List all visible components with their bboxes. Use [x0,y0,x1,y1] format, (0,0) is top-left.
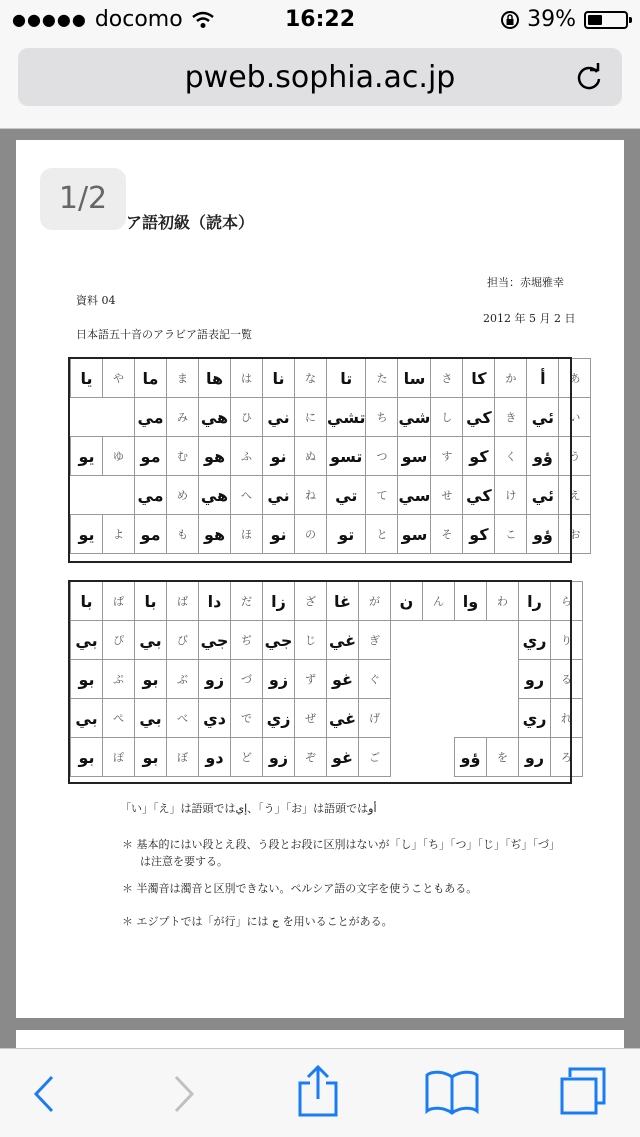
kana-cell: は [231,359,263,398]
arabic-cell: را [519,582,551,621]
kana-cell: せ [431,476,463,515]
arabic-cell: دا [199,582,231,621]
reload-icon[interactable] [574,62,604,92]
empty-cell [455,621,487,660]
kana-cell: そ [431,515,463,554]
kana-cell: の [295,515,327,554]
kana-cell: わ [487,582,519,621]
share-icon[interactable] [296,1063,340,1119]
arabic-cell: ؤو [527,437,559,476]
kana-table-basic [70,358,591,554]
tabs-icon[interactable] [558,1065,608,1117]
kana-cell: こ [495,515,527,554]
arabic-cell: وا [455,582,487,621]
arabic-cell: تشي [327,398,366,437]
empty-cell [455,660,487,699]
arabic-cell: كي [463,476,495,515]
empty-cell [455,699,487,738]
kana-cell: ぬ [295,437,327,476]
kana-cell: れ [551,699,583,738]
empty-cell [103,476,135,515]
arabic-cell: بو [71,738,103,777]
arabic-cell: نا [263,359,295,398]
kana-cell: ら [551,582,583,621]
arabic-cell: رو [519,738,551,777]
document-subtitle: 日本語五十音のアラビア語表記一覧 [76,328,252,341]
kana-cell: な [295,359,327,398]
document-title: ア語初級（読本） [126,213,255,232]
kana-cell: ば [167,582,199,621]
rotation-lock-icon [499,9,521,31]
kana-cell: ひ [231,398,263,437]
kana-cell: や [103,359,135,398]
arabic-cell: ؤو [527,515,559,554]
kana-cell: を [487,738,519,777]
arabic-cell: بي [71,621,103,660]
battery-percent: 39% [527,7,576,32]
arabic-cell: هي [199,398,231,437]
arabic-cell: يو [71,437,103,476]
status-right [499,7,628,32]
kana-cell: け [495,476,527,515]
arabic-cell: بو [71,660,103,699]
arabic-cell: ري [519,699,551,738]
arabic-cell: مي [135,476,167,515]
arabic-cell: با [135,582,167,621]
kana-cell: あ [559,359,591,398]
arabic-cell: سا [398,359,431,398]
kana-cell: ぞ [295,738,327,777]
kana-cell: す [431,437,463,476]
empty-cell [71,398,103,437]
arabic-cell: نو [263,515,295,554]
arabic-cell: بي [135,699,167,738]
bookmarks-icon[interactable] [424,1069,480,1115]
arabic-cell: زو [263,738,295,777]
arabic-cell: زو [263,660,295,699]
kana-cell: み [167,398,199,437]
kana-cell: と [366,515,398,554]
arabic-cell: غو [327,738,359,777]
kana-cell: ぐ [359,660,391,699]
instructor: 担当：赤堀雅幸 [487,276,564,289]
kana-table-voiced [70,581,583,777]
kana-cell: で [231,699,263,738]
arabic-cell: نو [263,437,295,476]
note-initial: 「い」「え」は語頭ではإي、「う」「お」は語頭ではأو [120,802,377,815]
arabic-cell: ني [263,398,295,437]
clock: 16:22 [284,7,356,32]
document-date: 2012 年 5 月 2 日 [483,312,576,325]
kana-cell: か [495,359,527,398]
kana-cell: え [559,476,591,515]
kana-cell: ぷ [103,660,135,699]
arabic-cell: مي [135,398,167,437]
kana-cell: ぽ [103,738,135,777]
arabic-cell: با [71,582,103,621]
empty-cell [391,621,423,660]
arabic-cell: بو [135,660,167,699]
kana-cell: ぢ [231,621,263,660]
kana-cell: ま [167,359,199,398]
arabic-cell: زا [263,582,295,621]
kana-cell: め [167,476,199,515]
kana-cell: ぶ [167,660,199,699]
kana-cell: ず [295,660,327,699]
arabic-cell: سو [398,515,431,554]
forward-icon[interactable] [170,1073,198,1115]
kana-cell: し [431,398,463,437]
table-row [71,476,591,515]
arabic-cell: هو [199,515,231,554]
kana-cell: ゆ [103,437,135,476]
arabic-cell: كا [463,359,495,398]
empty-cell [391,738,423,777]
table-row [71,582,583,621]
kana-cell: ぱ [103,582,135,621]
arabic-cell: مو [135,515,167,554]
kana-cell: へ [231,476,263,515]
kana-cell: だ [231,582,263,621]
arabic-cell: تو [327,515,366,554]
kana-cell: も [167,515,199,554]
kana-cell: り [551,621,583,660]
table-row [71,398,591,437]
browser-toolbar [0,1048,640,1137]
kana-cell: さ [431,359,463,398]
kana-cell: じ [295,621,327,660]
url-text: pweb.sophia.ac.jp [184,60,456,95]
empty-cell [71,476,103,515]
kana-cell: が [359,582,391,621]
arabic-cell: زي [263,699,295,738]
arabic-cell: ها [199,359,231,398]
status-bar [0,0,640,40]
material-number: 資料 04 [76,294,116,307]
arabic-cell: يا [71,359,103,398]
arabic-cell: غو [327,660,359,699]
kana-cell: ふ [231,437,263,476]
arabic-cell: ما [135,359,167,398]
kana-cell: ぴ [103,621,135,660]
kana-cell: う [559,437,591,476]
arabic-cell: سي [398,476,431,515]
arabic-cell: جي [263,621,295,660]
arabic-cell: تي [327,476,366,515]
arabic-cell: هو [199,437,231,476]
arabic-cell: كي [463,398,495,437]
arabic-cell: بو [135,738,167,777]
arabic-cell: كو [463,515,495,554]
kana-cell: て [366,476,398,515]
arabic-cell: أ [527,359,559,398]
empty-cell [423,621,455,660]
arabic-cell: ئي [527,476,559,515]
kana-cell: つ [366,437,398,476]
table-row [71,660,583,699]
empty-cell [103,398,135,437]
kana-cell: た [366,359,398,398]
empty-cell [423,738,455,777]
kana-cell: い [559,398,591,437]
kana-cell: ぎ [359,621,391,660]
arabic-cell: تسو [327,437,366,476]
empty-cell [487,621,519,660]
kana-cell: お [559,515,591,554]
arabic-cell: تا [327,359,366,398]
arabic-cell: ن [391,582,423,621]
arabic-cell: بي [71,699,103,738]
table-row [71,738,583,777]
table-row [71,699,583,738]
kana-cell: び [167,621,199,660]
table-row [71,359,591,398]
kana-cell: ん [423,582,455,621]
empty-cell [423,699,455,738]
address-bar[interactable] [18,48,622,106]
note-3: ＊ エジプトでは「が行」には ج を用いることがある。 [122,915,393,928]
browser-chrome [0,0,640,129]
note-1b: は注意を要する。 [140,855,228,868]
kana-cell: ざ [295,582,327,621]
arabic-cell: دو [199,738,231,777]
table-row [71,515,591,554]
arabic-cell: زو [199,660,231,699]
kana-cell: ど [231,738,263,777]
kana-cell: づ [231,660,263,699]
arabic-cell: غي [327,621,359,660]
arabic-cell: شي [398,398,431,437]
arabic-cell: ني [263,476,295,515]
kana-cell: ご [359,738,391,777]
empty-cell [391,660,423,699]
arabic-cell: يو [71,515,103,554]
kana-cell: ろ [551,738,583,777]
arabic-cell: غا [327,582,359,621]
kana-cell: ぺ [103,699,135,738]
carrier-label: docomo [94,7,183,32]
kana-cell: む [167,437,199,476]
arabic-cell: دي [199,699,231,738]
arabic-cell: ري [519,621,551,660]
arabic-cell: هي [199,476,231,515]
kana-cell: き [495,398,527,437]
note-1: ＊ 基本的にはい段とえ段、う段とお段に区別はないが「し」「ち」「つ」「じ」「ぢ」「づ」 [122,838,560,851]
arabic-cell: غي [327,699,359,738]
kana-cell: に [295,398,327,437]
empty-cell [487,660,519,699]
battery-icon [584,11,628,29]
kana-cell: べ [167,699,199,738]
empty-cell [487,699,519,738]
empty-cell [423,660,455,699]
kana-cell: ぼ [167,738,199,777]
table-row [71,437,591,476]
kana-cell: ち [366,398,398,437]
back-icon[interactable] [30,1073,58,1115]
arabic-cell: ؤو [455,738,487,777]
note-2: ＊ 半濁音は濁音と区別できない。ペルシア語の文字を使うこともある。 [122,882,478,895]
page-indicator: 1/2 [40,168,126,230]
arabic-cell: كو [463,437,495,476]
arabic-cell: ئي [527,398,559,437]
kana-cell: よ [103,515,135,554]
arabic-cell: جي [199,621,231,660]
kana-cell: げ [359,699,391,738]
table-row [71,621,583,660]
kana-cell: る [551,660,583,699]
arabic-cell: مو [135,437,167,476]
arabic-cell: رو [519,660,551,699]
signal-icon: ●●●●● [12,10,87,29]
arabic-cell: بي [135,621,167,660]
empty-cell [391,699,423,738]
kana-cell: ぜ [295,699,327,738]
kana-cell: く [495,437,527,476]
kana-cell: ほ [231,515,263,554]
arabic-cell: سو [398,437,431,476]
kana-cell: ね [295,476,327,515]
